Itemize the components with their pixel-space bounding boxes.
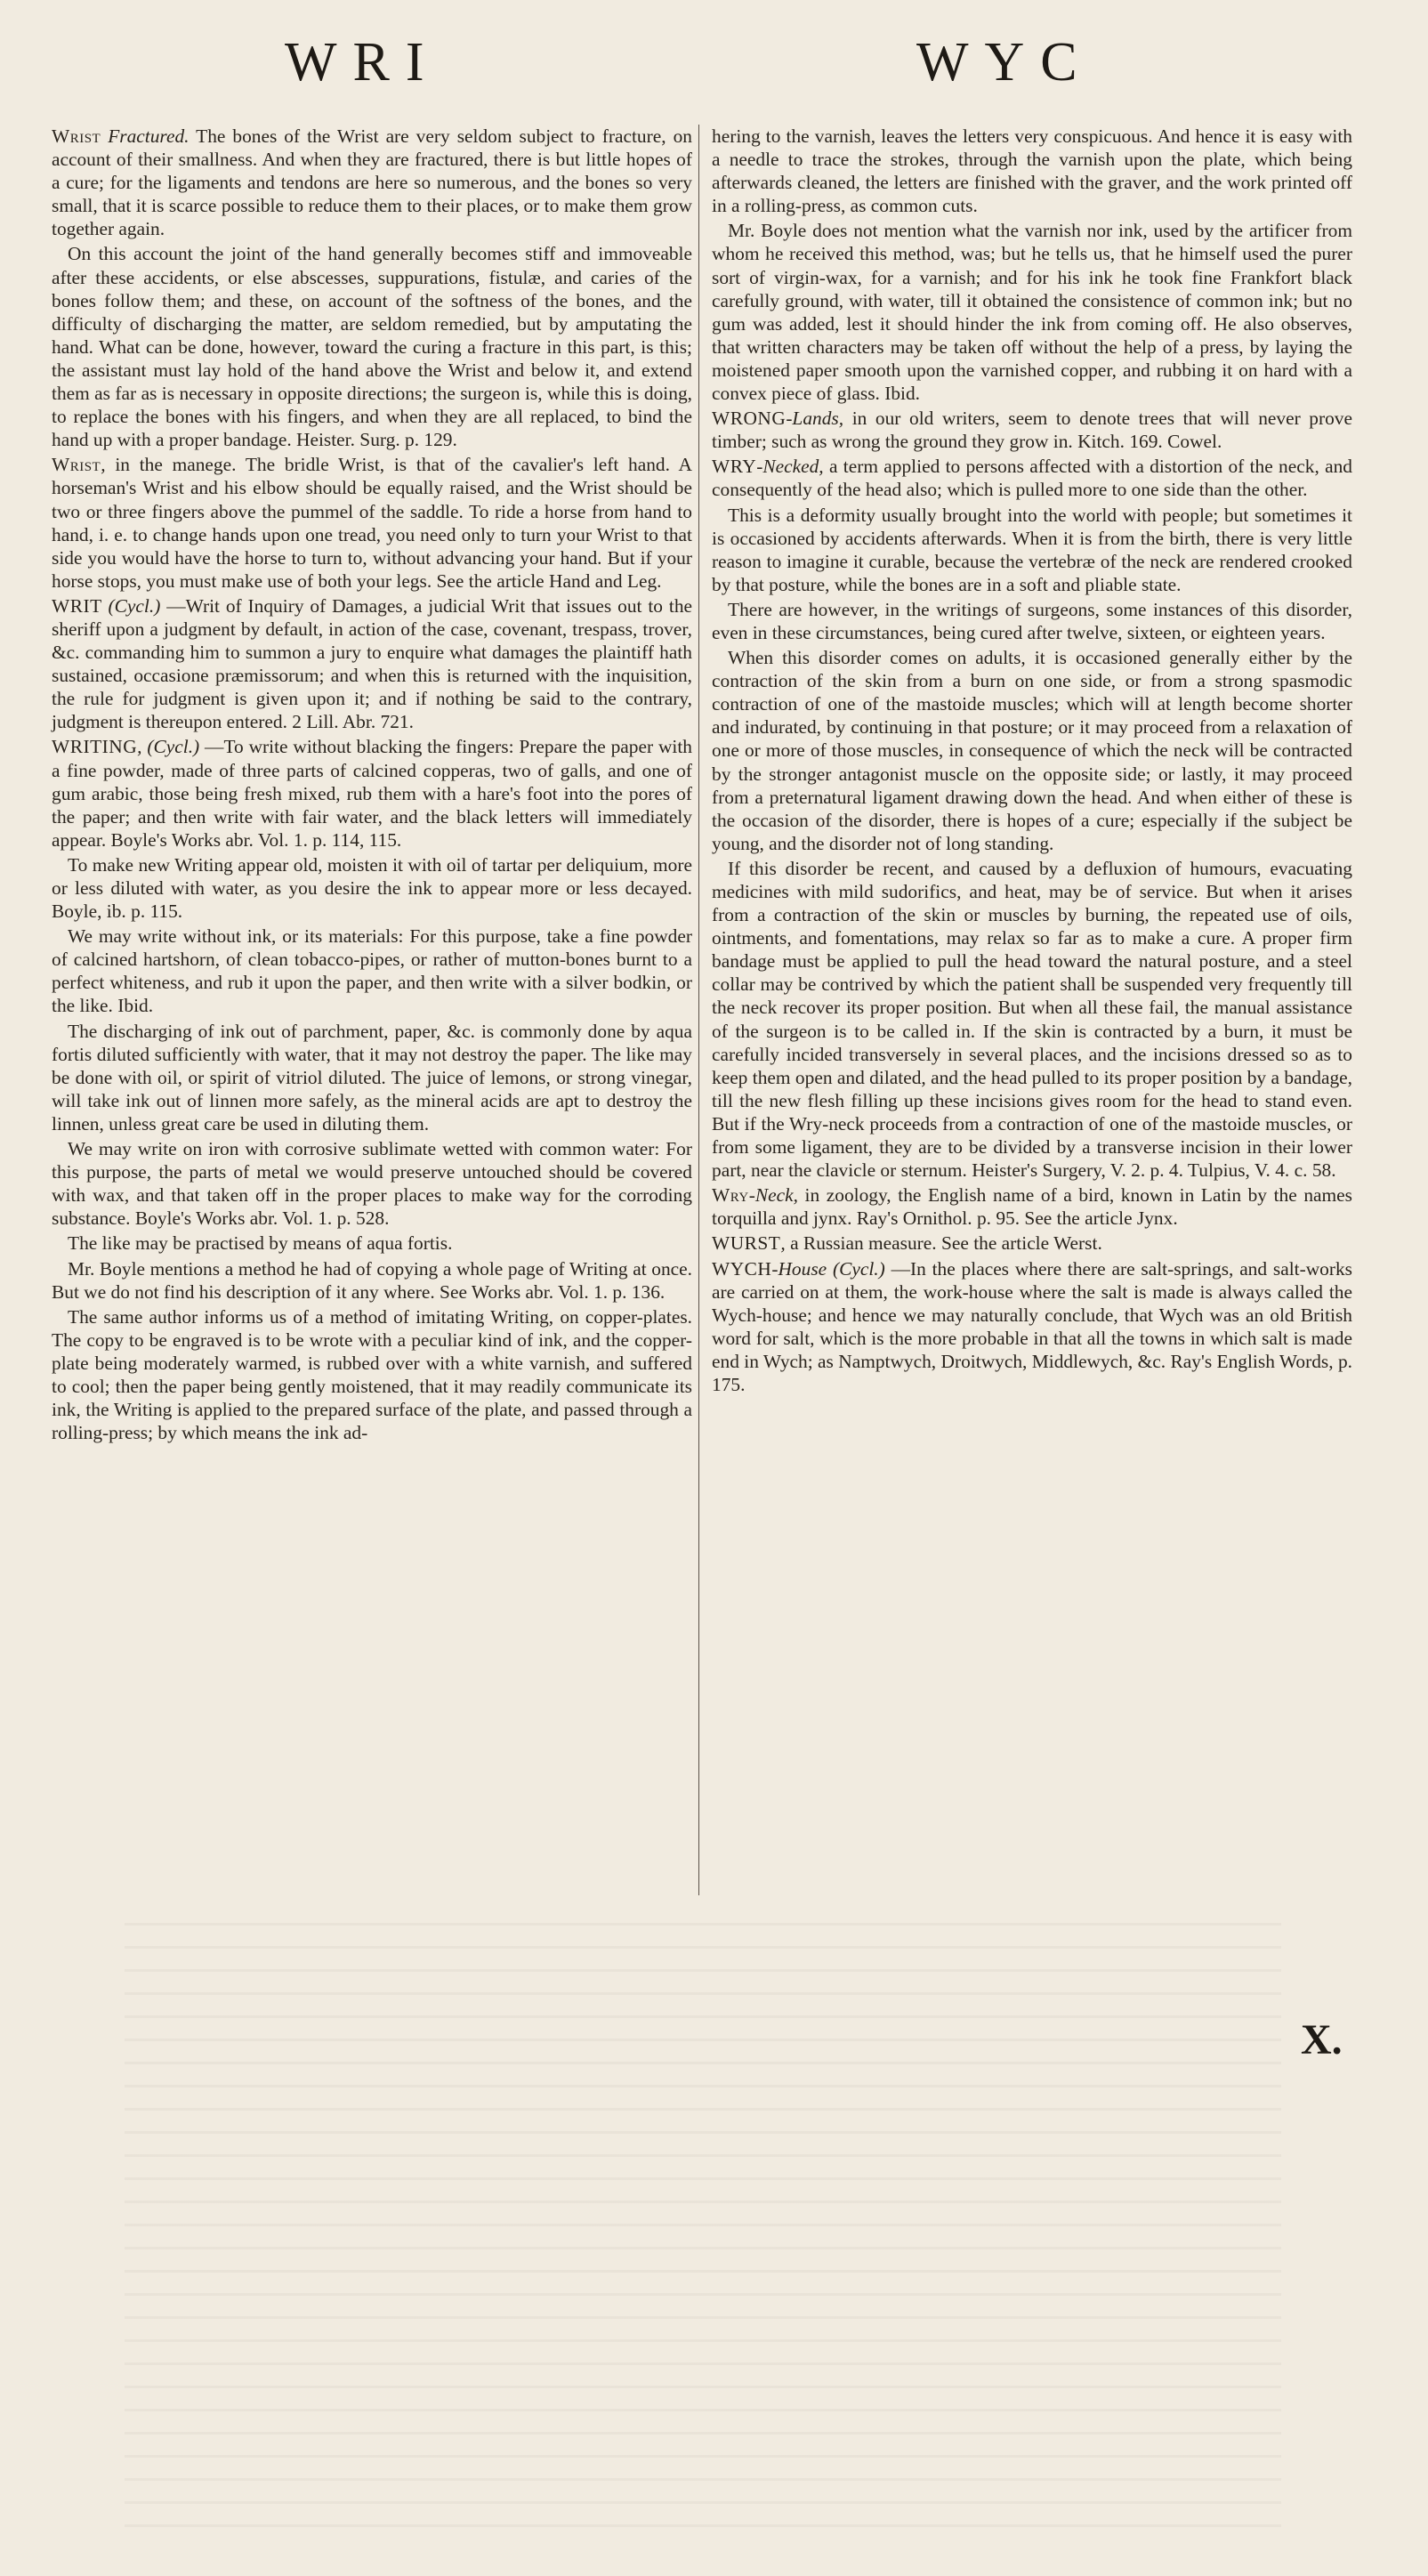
entry-text: —Writ of Inquiry of Damages, a judicial Writ that issues out to the sheriff upon a judgment by default, in action of the case, covenant, trespass, trover, &c. commanding him to summon a jury to enquire what damages the plaintiff hath sustained, occasione præmissorum; and when this is returned with the inquisition, the rule for judgment is given upon it; and if nothing be said to the contrary, judgment is thereupon entered. 2 Lill. Abr. 721.	[52, 594, 693, 733]
entry-headword-suffix: -Neck,	[748, 1184, 798, 1207]
entry-headword: WYCH	[712, 1257, 772, 1280]
continued-paragraph: hering to the varnish, leaves the letters very conspicuous. And hence it is easy with a needle to trace the strokes, through the varnish upon the plate, which being afterwards cleaned, the letters are finished with the graver, and the work printed off in a rolling-press, as common cuts.	[712, 125, 1352, 217]
entry-paragraph: On this account the joint of the hand generally becomes stiff and immoveable after these accidents, or else abscesses, suppurations, fistulæ, and caries of the bones follow them; and these, on account of the softness of the bones, and the difficulty of discharging the matter, are seldom remedied, but by amputating the hand. What can be done, however, toward the curing a fracture in this part, is this; the assistant must lay hold of the hand above the Wrist and below it, and extend them as far as is necessary in opposite directions; the surgeon is, while this is doing, to replace the bones with his fingers, and when they are all replaced, to bind the hand up with a proper bandage. Heister. Surg. p. 129.	[52, 243, 692, 451]
entry-text: —To write without blacking the fingers: Prepare the paper with a fine powder, made of three parts of calcined copperas, two of galls, and one of gum arabic, those being fresh mixed, rub them with a hare's foot into the pores of the paper; and then write with fair water, and the black letters will immediately appear. Boyle's Works abr. Vol. 1. p. 114, 115.	[52, 736, 692, 851]
entry-text: in zoology, the English name of a bird, known in Latin by the names torquilla and jynx. Ray's Ornithol. p. 95. See the article Jynx.	[712, 1184, 1352, 1230]
entry-headword: WRIT	[52, 594, 102, 617]
entry-text: in our old writers, seem to denote trees that will never prove timber; such as wrong the ground they grow in. Kitch. 169. Cowel.	[712, 408, 1352, 453]
entry-headword: WURST	[712, 1232, 781, 1255]
entry-headword: Wrist	[52, 454, 101, 476]
entry-text: a term applied to persons affected with a distortion of the neck, and consequently of the head also; which is pulled more to one side than the other.	[712, 456, 1352, 501]
entry-paragraph: Mr. Boyle mentions a method he had of copying a whole page of Writing at once. But we do not find his description of it any where. See Works abr. Vol. 1. p. 136.	[52, 1257, 692, 1303]
entry-paragraph: The like may be practised by means of aqua fortis.	[68, 1232, 453, 1255]
entry-headword-suffix: (Cycl.)	[101, 594, 161, 617]
entry-text: —In the places where there are salt-springs, and salt-works are carried on at them, the work-house where the salt is made is always called the Wych-house; and hence we may naturally conclude, that Wych was an old British word for salt, which is the more probable in that all the towns in which salt is made end in Wych; as Namptwych, Droitwych, Middlewych, &c. Ray's English Words, p. 175.	[712, 1257, 1353, 1395]
entry-headword-suffix: ,	[780, 1232, 786, 1255]
dictionary-entry	[52, 594, 692, 734]
dictionary-entry	[712, 407, 1352, 453]
entry-text: The bones of the Wrist are very seldom subject to fracture, on account of their smallness. And when they are fractured, there is but little hopes of a cure; for the ligaments and tendons are here so numerous, and the bones so very small, that it is scarce possible to reduce them to their places, or to make them grow together again.	[52, 125, 692, 240]
signature-mark: X.	[1301, 2016, 1343, 2063]
entry-paragraph: There are however, in the writings of surgeons, some instances of this disorder, even in these circumstances, being cured after twelve, sixteen, or eighteen years.	[712, 598, 1352, 643]
entry-text: in the manege. The bridle Wrist, is that of the cavalier's left hand. A horseman's Wrist and his elbow should be equally raised, and the Wrist should be two or three fingers above the pummel of the saddle. To ride a horse from hand to hand, i. e. to change hands upon one tread, you need only to turn your Wrist to that side you would have the horse to turn to, without advancing your hand. But if your horse stops, you must make use of both your legs. See the article Hand and Leg.	[52, 454, 692, 592]
entry-headword-suffix: -House (Cycl.)	[771, 1257, 885, 1280]
entry-paragraph: If this disorder be recent, and caused by a defluxion of humours, evacuating medicines with mild sudorifics, and heat, may be of service. But when it arises from a contraction of the skin or muscles by burning, the repeated use of oils, ointments, and fomentations, may relax so far as to make a cure. A proper firm bandage must be applied to pull the head toward the natural posture, and a steel collar may be contrived by which the patient shall be suspended very frequently till the neck recover its proper position. But when all these fail, the manual assistance of the surgeon is to be called in. If the skin is contracted by a burn, it must be carefully incided transversely in several places, and the incisions dressed so as to keep them open and dilated, and the head pulled to its proper position by a bandage, till the new flesh filling up these incisions gives room for the head to stand even. But if the Wry-neck proceeds from a contraction of one of the mastoide muscles, or from some ligament, they are to be divided by a transverse incision in their lower part, near the clavicle or sternum. Heister's Surgery, V. 2. p. 4. Tulpius, V. 4. c. 58.	[712, 857, 1352, 1182]
entry-paragraph: The same author informs us of a method of imitating Writing, on copper-plates. The copy to be engraved is to be wrote with a peculiar kind of ink, and the copper-plate being moderately warmed, is rubbed over with a white varnish, and suffered to cool; then the paper being gently moistened, that it may readily communicate its ink, the Writing is applied to the prepared surface of the plate, and passed through a rolling-press; by which means the ink ad-	[52, 1305, 692, 1444]
dictionary-entry	[712, 455, 1352, 501]
entry-headword-suffix: Fractured.	[101, 125, 190, 147]
entry-headword-suffix: , (Cycl.)	[137, 736, 200, 758]
entry-headword-suffix: -Lands,	[786, 408, 844, 430]
dictionary-entry	[712, 1257, 1352, 1397]
entry-headword: WRONG	[712, 408, 787, 430]
show-through-texture	[125, 1922, 1281, 2527]
entry-headword: Wry	[712, 1184, 749, 1207]
entry-paragraph: We may write without ink, or its materials: For this purpose, take a fine powder of calcined hartshorn, of clean tobacco-pipes, or rather of mutton-bones burnt to a perfect whiteness, and rub it upon the paper, and then write with a silver bodkin, or the like. Ibid.	[52, 925, 692, 1017]
entry-headword-suffix: ,	[101, 454, 106, 476]
dictionary-entry	[52, 453, 692, 593]
entry-paragraph: When this disorder comes on adults, it is occasioned generally either by the contraction of the skin from a burn on one side, or from a strong spasmodic contraction of one of the mastoide muscles; which will at length become shorter and indurated, by continuing in that posture; or it may proceed from a relaxation of one or more of those muscles, in consequence of which the neck will be contracted by the stronger antagonist muscle on the opposite side; or lastly, it may proceed from a preternatural ligament drawing down the head. And when either of these is the occasion of the disorder, there is hopes of a cure; especially if the subject be young, and the disorder not of long standing.	[712, 647, 1352, 854]
dictionary-entry	[52, 125, 692, 240]
left-column	[52, 125, 692, 1446]
column-rule	[698, 125, 699, 1895]
entry-paragraph: To make new Writing appear old, moisten it with oil of tartar per deliquium, more or less diluted with water, as you desire the ink to appear more or less decayed. Boyle, ib. p. 115.	[52, 853, 692, 923]
running-head-right: WYC	[916, 32, 1093, 93]
entry-paragraph: This is a deformity usually brought into the world with people; but sometimes it is occasioned by accidents afterwards. When it is from the birth, there is very little reason to imagine it curable, because the vertebræ of the neck are rendered crooked by that posture, while the bones are in a soft and pliable state.	[712, 504, 1352, 595]
dictionary-entry	[52, 735, 692, 851]
entry-headword: WRY	[712, 456, 757, 478]
entry-headword: Wrist	[52, 125, 101, 147]
dictionary-entry	[712, 1183, 1352, 1230]
running-head-left: WRI	[285, 32, 440, 93]
entry-headword-suffix: -Necked,	[756, 456, 824, 478]
entry-headword: WRITING	[52, 736, 138, 758]
dictionary-entry	[712, 1231, 1352, 1255]
entry-paragraph: Mr. Boyle does not mention what the varnish nor ink, used by the artificer from whom he received this method, was; but he tells us, that he himself used the purer sort of virgin-wax, for a varnish; and for his ink he took fine Frankfort black carefully ground, with water, till it obtained the consistence of common ink; but no gum was added, lest it should hinder the ink from coming off. He also observes, that written characters may be taken off without the help of a press, by laying the moistened paper smooth upon the varnished copper, and rubbing it on hard with a convex piece of glass. Ibid.	[712, 220, 1352, 405]
entry-paragraph: We may write on iron with corrosive sublimate wetted with common water: For this purpose, the parts of metal we would preserve untouched should be covered with wax, and that taken off in the proper places to make way for the corroding substance. Boyle's Works abr. Vol. 1. p. 528.	[52, 1138, 692, 1230]
entry-text: a Russian measure. See the article Werst.	[785, 1232, 1102, 1255]
entry-paragraph: The discharging of ink out of parchment, paper, &c. is commonly done by aqua fortis diluted sufficiently with water, that it may not destroy the paper. The like may be done with oil, or spirit of vitriol diluted. The juice of lemons, or strong vinegar, will take ink out of linnen more safely, as the mineral acids are apt to destroy the linnen, unless great care be used in diluting them.	[52, 1020, 692, 1135]
right-column	[712, 125, 1352, 1398]
